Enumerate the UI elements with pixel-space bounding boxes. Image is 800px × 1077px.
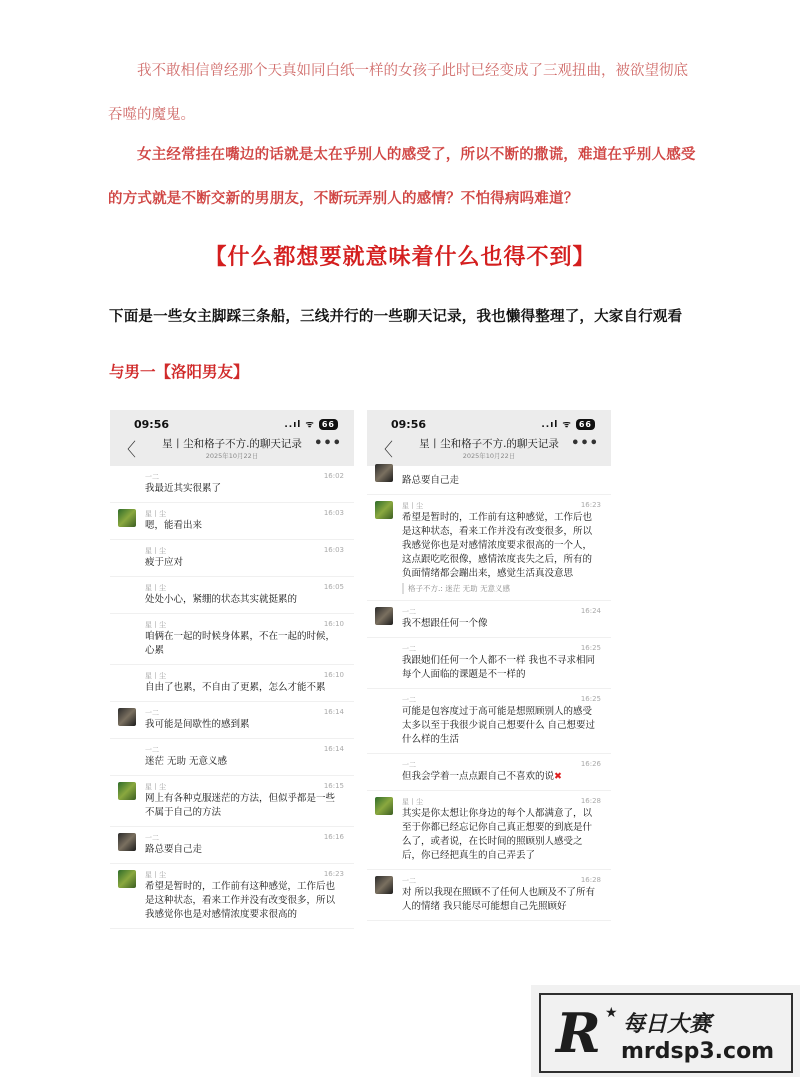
message-body: 自由了也累，不自由了更累，怎么才能不累 xyxy=(145,682,326,693)
message-text xyxy=(402,886,601,914)
message-text xyxy=(402,474,601,488)
message-body: 我可能是间歇性的感到累 xyxy=(145,719,250,730)
chat-list xyxy=(367,458,611,921)
message-body: 希望是暂时的，工作前有这种感觉，工作后也是这种状态，看来工作并没有改变很多，所以我感觉你也是对感情浓度要求很高的一个人，这点跟吃吃很像，感情浓度丧失之后，所有的负面情绪都会蹦出来，感觉生活真没意思 xyxy=(402,512,593,579)
message-time: 16:02 xyxy=(323,472,344,480)
sender-name: 一二 xyxy=(145,709,159,717)
status-time: 09:56 xyxy=(391,418,427,431)
sender-name: 一二 xyxy=(145,746,159,754)
message-body: 对 所以我现在照顾不了任何人也顾及不了所有人的情绪 我只能尽可能想自己先照顾好 xyxy=(402,887,596,912)
paragraph-1: 我不敢相信曾经那个天真如同白纸一样的女孩子此时已经变成了三观扭曲，被欲望彻底吞噬的魔鬼。 xyxy=(108,63,688,123)
chat-message xyxy=(110,503,354,540)
message-body: 网上有各种克服迷茫的方法，但似乎都是一些不属于自己的方法 xyxy=(145,793,336,818)
message-text xyxy=(145,630,344,658)
message-body: 我最近其实很累了 xyxy=(145,483,222,494)
chat-message xyxy=(367,601,611,638)
message-body: 咱俩在一起的时候身体累，不在一起的时候，心累 xyxy=(145,631,336,656)
message-body: 可能是包容度过于高可能是想照顾别人的感受太多以至于我很少说自己想要什么 自己想要过什么样的生活 xyxy=(402,706,596,745)
sender-name xyxy=(402,464,601,474)
star-icon: ★ xyxy=(605,1005,618,1021)
message-body: 路总要自己走 xyxy=(402,475,460,486)
watermark-name: 每日大赛 xyxy=(623,1012,712,1037)
message-body: 其实是你太想让你身边的每个人都满意了，以至于你都已经忘记你自己真正想要的到底是什么了，或者说，在长时间的照顾别人感受之后，你已经把真生的自己弄丢了 xyxy=(402,808,593,861)
chat-title: 星丨尘和格子不方.的聊天记录 xyxy=(419,438,559,450)
message-time: 16:16 xyxy=(323,833,344,841)
avatar[interactable] xyxy=(375,797,393,815)
message-body: 迷茫 无助 无意义感 xyxy=(145,756,228,767)
message-text xyxy=(402,705,601,747)
message-text xyxy=(402,617,601,631)
sender-name: 星丨尘 xyxy=(145,510,166,518)
message-time: 16:14 xyxy=(323,745,344,753)
message-body: 我不想跟任何一个像 xyxy=(402,618,488,629)
sender-name: 一二 xyxy=(402,608,416,616)
message-text xyxy=(402,807,601,863)
chat-message xyxy=(367,458,611,495)
section-subhead: 与男一【洛阳男友】 xyxy=(109,363,249,381)
intro-text: 下面是一些女主脚踩三条船，三线并行的一些聊天记录，我也懒得整理了，大家自行观看 xyxy=(109,309,683,325)
avatar[interactable] xyxy=(118,708,136,726)
message-time: 16:28 xyxy=(580,797,601,805)
chat-message xyxy=(110,665,354,702)
watermark-frame xyxy=(539,993,793,1073)
chat-screenshot-right xyxy=(367,410,611,944)
avatar[interactable] xyxy=(118,833,136,851)
message-body: 嗯，能看出来 xyxy=(145,520,203,531)
status-bar xyxy=(110,410,354,432)
phone-header xyxy=(110,410,354,466)
sender-name: 一二 xyxy=(402,696,416,704)
battery-icon: 66 xyxy=(576,419,595,430)
more-icon[interactable]: ••• xyxy=(314,436,342,451)
message-body: 但我会学着一点点跟自己不喜欢的说 xyxy=(402,771,555,782)
message-text xyxy=(145,681,344,695)
avatar[interactable] xyxy=(375,501,393,519)
cross-mark-icon: ✖ xyxy=(554,771,562,782)
chat-message xyxy=(110,702,354,739)
status-bar xyxy=(367,410,611,432)
message-text xyxy=(145,519,344,533)
message-body: 处处小心，紧绷的状态其实就挺累的 xyxy=(145,594,298,605)
sender-name: 星丨尘 xyxy=(145,621,166,629)
chat-screenshot-left xyxy=(110,410,354,944)
chat-message xyxy=(110,739,354,776)
message-text xyxy=(145,843,344,857)
message-text xyxy=(145,718,344,732)
avatar[interactable] xyxy=(375,464,393,482)
message-time: 16:03 xyxy=(323,546,344,554)
signal-wifi-icon xyxy=(541,417,595,430)
sender-name: 星丨尘 xyxy=(402,798,423,806)
message-time: 16:10 xyxy=(323,620,344,628)
message-text xyxy=(145,593,344,607)
message-time: 16:23 xyxy=(323,870,344,878)
sender-name: 一二 xyxy=(145,473,159,481)
battery-icon: 66 xyxy=(319,419,338,430)
message-time: 16:25 xyxy=(580,644,601,652)
quoted-message: 格子不方.: 迷茫 无助 无意义感 xyxy=(402,583,601,594)
headline: 【什么都想要就意味着什么也得不到】 xyxy=(204,245,596,270)
status-time: 09:56 xyxy=(134,418,170,431)
chat-message xyxy=(367,754,611,791)
message-time: 16:03 xyxy=(323,509,344,517)
more-icon[interactable]: ••• xyxy=(571,436,599,451)
chat-message xyxy=(110,577,354,614)
message-text xyxy=(402,654,601,682)
message-text xyxy=(145,556,344,570)
back-icon[interactable]: 〈 xyxy=(118,440,136,461)
sender-name: 星丨尘 xyxy=(145,584,166,592)
chat-message xyxy=(110,864,354,929)
chat-message xyxy=(367,495,611,601)
signal-text: ..ıl ᯤ xyxy=(541,420,572,430)
sender-name: 星丨尘 xyxy=(145,871,166,879)
sender-name: 一二 xyxy=(402,645,416,653)
chat-navbar xyxy=(110,432,354,466)
message-time: 16:10 xyxy=(323,671,344,679)
message-time: 16:28 xyxy=(580,876,601,884)
message-time: 16:24 xyxy=(580,607,601,615)
sender-name: 星丨尘 xyxy=(145,672,166,680)
chat-date: 2025年10月22日 xyxy=(205,452,259,460)
message-body: 希望是暂时的，工作前有这种感觉，工作后也是这种状态，看来工作并没有改变很多，所以我感觉你也是对感情浓度要求很高的 xyxy=(145,881,336,920)
message-body: 我跟她们任何一个人都不一样 我也不寻求相同 每个人面临的课题是不一样的 xyxy=(402,655,596,680)
chat-message xyxy=(367,791,611,870)
message-text xyxy=(145,482,344,496)
sender-name: 一二 xyxy=(402,877,416,885)
message-body: 疲于应对 xyxy=(145,557,184,568)
message-text xyxy=(145,755,344,769)
avatar[interactable] xyxy=(375,607,393,625)
chat-message xyxy=(367,638,611,689)
message-text xyxy=(145,880,344,922)
avatar[interactable] xyxy=(118,509,136,527)
signal-text: ..ıl ᯤ xyxy=(284,420,315,430)
sender-name: 星丨尘 xyxy=(145,783,166,791)
message-body: 路总要自己走 xyxy=(145,844,203,855)
chat-list xyxy=(110,466,354,929)
message-text xyxy=(145,792,344,820)
chat-message xyxy=(110,827,354,864)
chat-message xyxy=(110,466,354,503)
message-time: 16:25 xyxy=(580,695,601,703)
chat-message xyxy=(110,540,354,577)
message-time: 16:26 xyxy=(580,760,601,768)
sender-name: 星丨尘 xyxy=(145,547,166,555)
message-time: 16:23 xyxy=(580,501,601,509)
message-time: 16:15 xyxy=(323,782,344,790)
watermark-url: mrdsp3.com xyxy=(621,1039,775,1064)
message-text xyxy=(402,770,601,784)
watermark xyxy=(531,985,800,1077)
chat-message xyxy=(367,870,611,921)
sender-name: 一二 xyxy=(402,761,416,769)
paragraph-2: 女主经常挂在嘴边的话就是太在乎别人的感受了，所以不断的撒谎，难道在乎别人感受的方式就是不断交新的男朋友，不断玩弄别人的感情？不怕得病吗难道？ xyxy=(108,147,696,207)
chat-title: 星丨尘和格子不方.的聊天记录 xyxy=(162,438,302,450)
avatar[interactable] xyxy=(118,870,136,888)
signal-wifi-icon xyxy=(284,417,338,430)
logo-letter: R xyxy=(556,1001,601,1065)
chat-date: 2025年10月22日 xyxy=(462,452,516,460)
chat-message xyxy=(110,776,354,827)
message-time: 16:05 xyxy=(323,583,344,591)
message-time: 16:14 xyxy=(323,708,344,716)
avatar[interactable] xyxy=(118,782,136,800)
sender-name: 一二 xyxy=(145,834,159,842)
sender-name: 星丨尘 xyxy=(402,502,423,510)
back-icon[interactable]: 〈 xyxy=(375,440,393,461)
chat-message xyxy=(367,689,611,754)
message-text xyxy=(402,511,601,581)
chat-message xyxy=(110,614,354,665)
avatar[interactable] xyxy=(375,876,393,894)
